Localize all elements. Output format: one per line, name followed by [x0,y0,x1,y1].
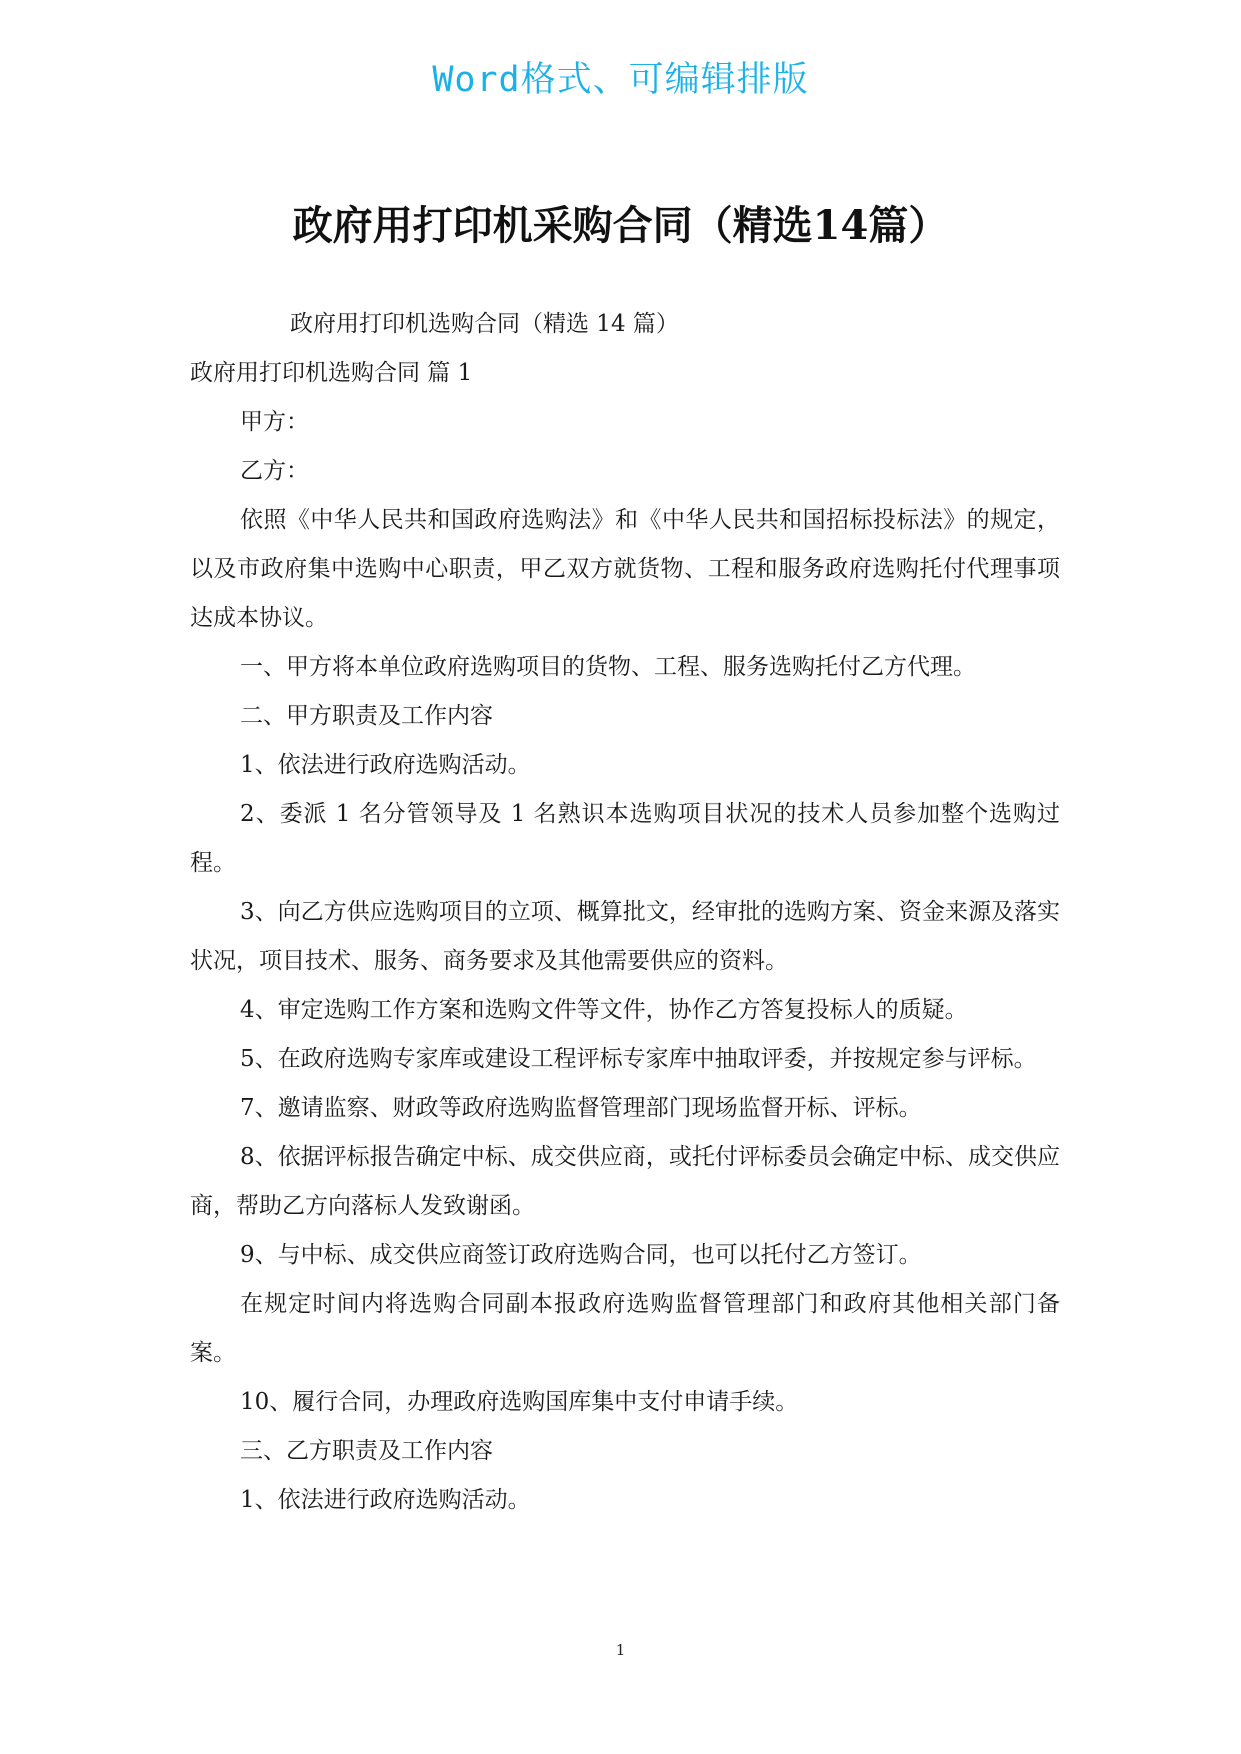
paragraph: 1、依法进行政府选购活动。 [240,1487,531,1513]
document-body [190,300,1060,1525]
party-b-label: 乙方： [240,458,309,484]
paragraph: 7、邀请监察、财政等政府选购监督管理部门现场监督开标、评标。 [240,1095,922,1121]
paragraph: 3、向乙方供应选购项目的立项、概算批文，经审批的选购方案、资金来源及落实状况，项目技术、服务、商务要求及其他需要供应的资料。 [190,899,1060,974]
document-subtitle: 政府用打印机选购合同（精选 14 篇） [290,311,679,337]
paragraph: 一、甲方将本单位政府选购项目的货物、工程、服务选购托付乙方代理。 [240,654,976,680]
paragraph: 10、履行合同，办理政府选购国库集中支付申请手续。 [240,1389,799,1415]
paragraph: 依照《中华人民共和国政府选购法》和《中华人民共和国招标投标法》的规定，以及市政府集中选购中心职责，甲乙双方就货物、工程和服务政府选购托付代理事项达成本协议。 [190,507,1060,631]
paragraph: 8、依据评标报告确定中标、成交供应商，或托付评标委员会确定中标、成交供应商，帮助乙方向落标人发致谢函。 [190,1144,1060,1219]
document-title: 政府用打印机采购合同（精选14篇） [292,202,949,249]
page-number: 1 [615,1641,626,1659]
section-heading: 政府用打印机选购合同 篇 1 [190,360,473,386]
party-a-label: 甲方： [240,409,309,435]
paragraph: 5、在政府选购专家库或建设工程评标专家库中抽取评委，并按规定参与评标。 [240,1046,1037,1072]
clause-heading: 二、甲方职责及工作内容 [240,703,493,729]
paragraph: 在规定时间内将选购合同副本报政府选购监督管理部门和政府其他相关部门备案。 [190,1291,1060,1366]
paragraph: 1、依法进行政府选购活动。 [240,752,531,778]
paragraph: 4、审定选购工作方案和选购文件等文件，协作乙方答复投标人的质疑。 [240,997,968,1023]
paragraph: 2、委派 1 名分管领导及 1 名熟识本选购项目状况的技术人员参加整个选购过程。 [190,801,1060,876]
clause-heading: 三、乙方职责及工作内容 [240,1438,493,1464]
paragraph: 9、与中标、成交供应商签订政府选购合同，也可以托付乙方签订。 [240,1242,922,1268]
header-banner: Word格式、可编辑排版 [432,60,809,100]
